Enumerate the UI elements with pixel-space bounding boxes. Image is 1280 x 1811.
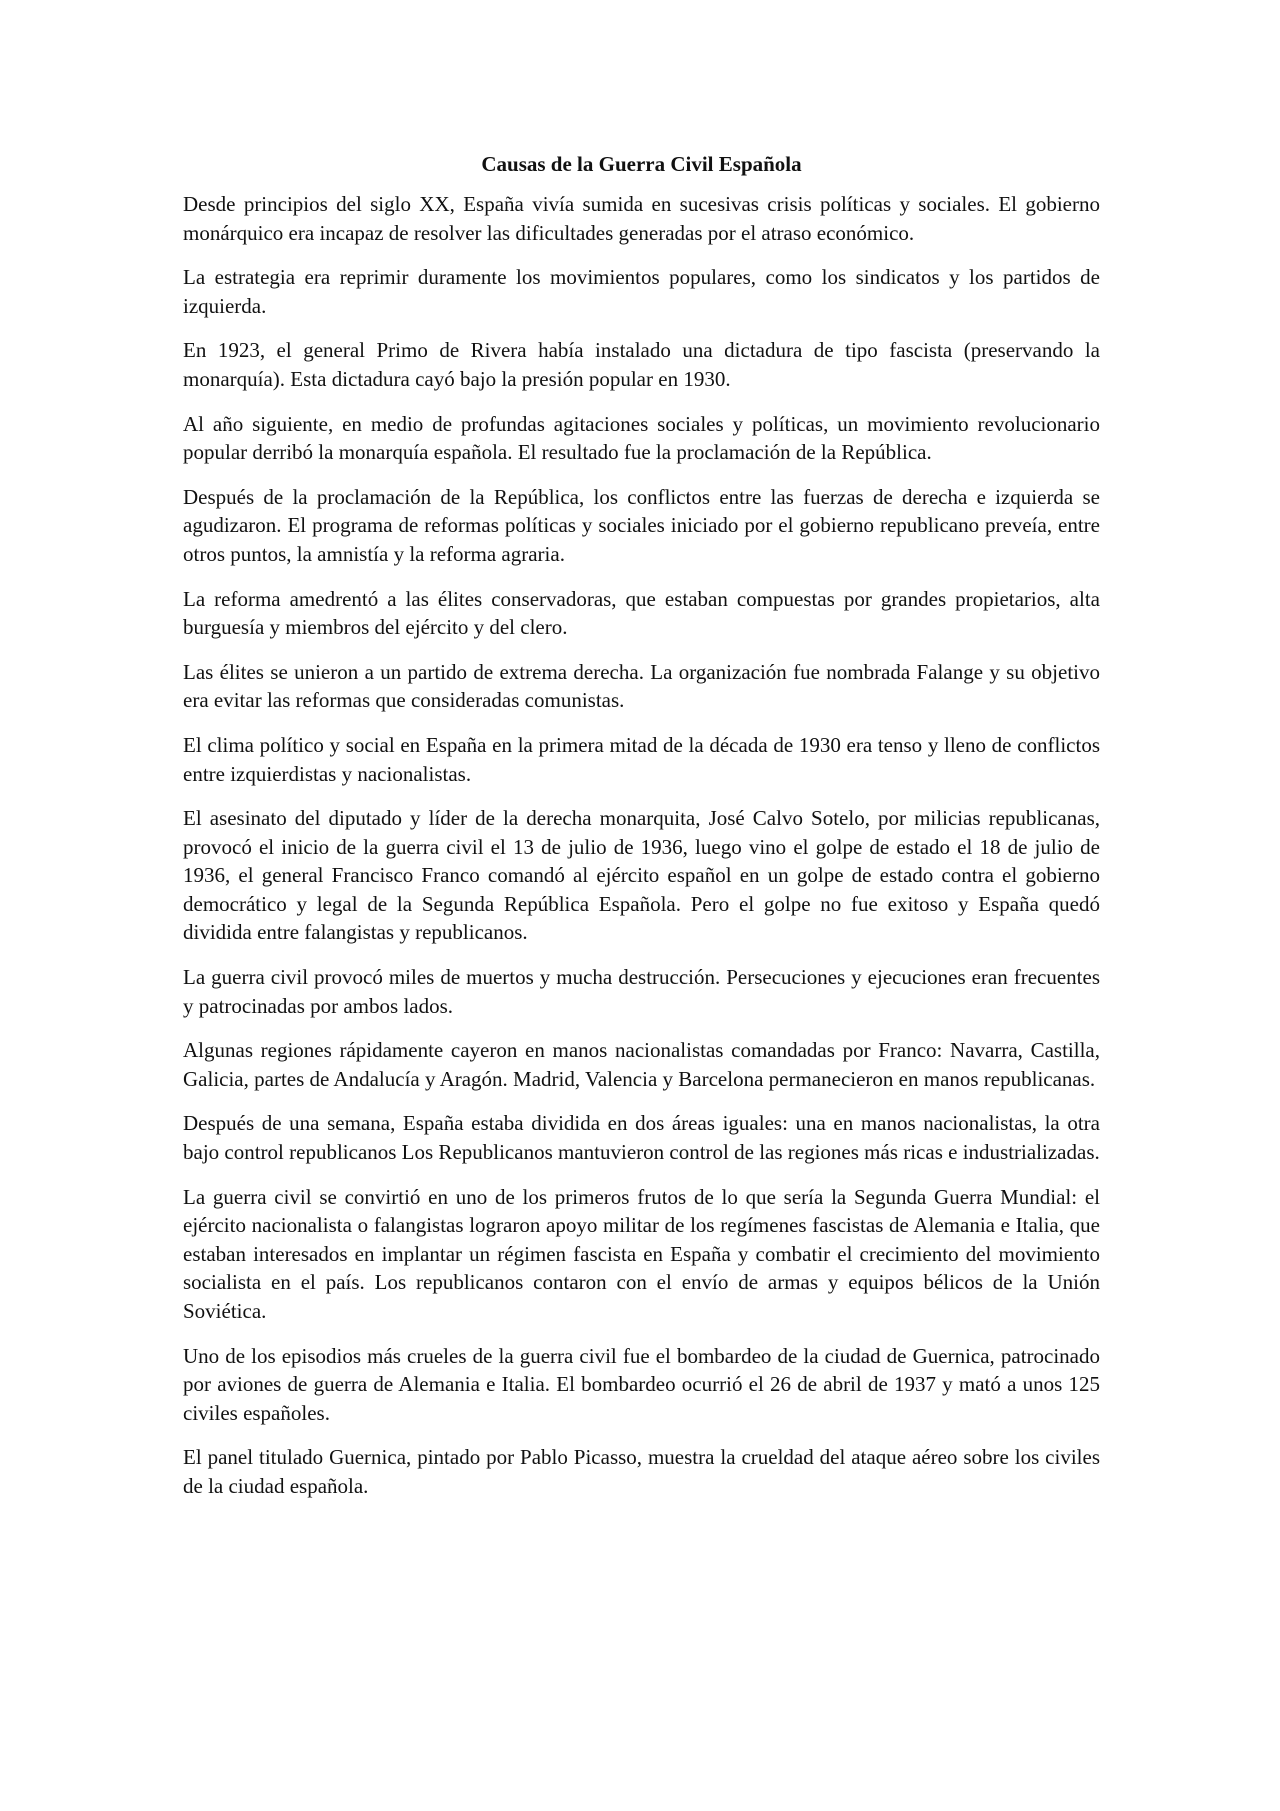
paragraph: Las élites se unieron a un partido de extrema derecha. La organización fue nombrada Falange y su objetivo era evitar las reformas que consideradas comunistas.: [183, 659, 1100, 713]
paragraph: El asesinato del diputado y líder de la derecha monarquita, José Calvo Sotelo, por milicias republicanas, provocó el inicio de la guerra civil el 13 de julio de 1936, luego vino el golpe de estado el 18 de julio de 1936, el general Francisco Franco comandó al ejército español en un golpe de estado contra el gobierno democrático y legal de la Segunda República Española. Pero el golpe no fue exitoso y España quedó dividida entre falangistas y republicanos.: [183, 806, 1100, 945]
paragraph: La guerra civil provocó miles de muertos y mucha destrucción. Persecuciones y ejecuciones eran frecuentes y patrocinadas por ambos lados.: [183, 965, 1100, 1018]
paragraph: La guerra civil se convirtió en uno de los primeros frutos de lo que sería la Segunda Guerra Mundial: el ejército nacionalista o falangistas lograron apoyo militar de los regímenes fascistas de Alemania e Italia, que estaban interesados en implantar un régimen fascista en España y combatir el crecimiento del movimiento socialista en el país. Los republicanos contaron con el envío de armas y equipos bélicos de la Unión Soviética.: [183, 1184, 1100, 1323]
paragraph: En 1923, el general Primo de Rivera había instalado una dictadura de tipo fascista (preservando la monarquía). Esta dictadura cayó bajo la presión popular en 1930.: [183, 338, 1100, 391]
paragraph: La reforma amedrentó a las élites conservadoras, que estaban compuestas por grandes propietarios, alta burguesía y miembros del ejército y del clero.: [183, 586, 1100, 640]
paragraph: El clima político y social en España en la primera mitad de la década de 1930 era tenso y lleno de conflictos entre izquierdistas y nacionalistas.: [183, 732, 1100, 786]
document-title: Causas de la Guerra Civil Española: [481, 152, 802, 176]
paragraph: Después de una semana, España estaba dividida en dos áreas iguales: una en manos nacionalistas, la otra bajo control republicanos Los Republicanos mantuvieron control de las regiones más ricas e industrializadas.: [183, 1111, 1100, 1165]
paragraph: La estrategia era reprimir duramente los movimientos populares, como los sindicatos y los partidos de izquierda.: [183, 265, 1100, 318]
paragraph: Después de la proclamación de la República, los conflictos entre las fuerzas de derecha e izquierda se agudizaron. El programa de reformas políticas y sociales iniciado por el gobierno republicano preveía, entre otros puntos, la amnistía y la reforma agraria.: [183, 484, 1100, 566]
paragraph: Algunas regiones rápidamente cayeron en manos nacionalistas comandadas por Franco: Navarra, Castilla, Galicia, partes de Andalucía y Aragón. Madrid, Valencia y Barcelona permanecieron en manos republicanas.: [183, 1038, 1100, 1091]
paragraph: El panel titulado Guernica, pintado por Pablo Picasso, muestra la crueldad del ataque aéreo sobre los civiles de la ciudad española.: [183, 1445, 1100, 1498]
paragraph: Uno de los episodios más crueles de la guerra civil fue el bombardeo de la ciudad de Guernica, patrocinado por aviones de guerra de Alemania e Italia. El bombardeo ocurrió el 26 de abril de 1937 y mató a unos 125 civiles españoles.: [183, 1343, 1100, 1425]
paragraph: Desde principios del siglo XX, España vivía sumida en sucesivas crisis políticas y sociales. El gobierno monárquico era incapaz de resolver las dificultades generadas por el atraso económico.: [183, 192, 1100, 245]
paragraph: Al año siguiente, en medio de profundas agitaciones sociales y políticas, un movimiento revolucionario popular derribó la monarquía española. El resultado fue la proclamación de la República.: [183, 411, 1100, 465]
document-body: [183, 150, 1100, 1517]
